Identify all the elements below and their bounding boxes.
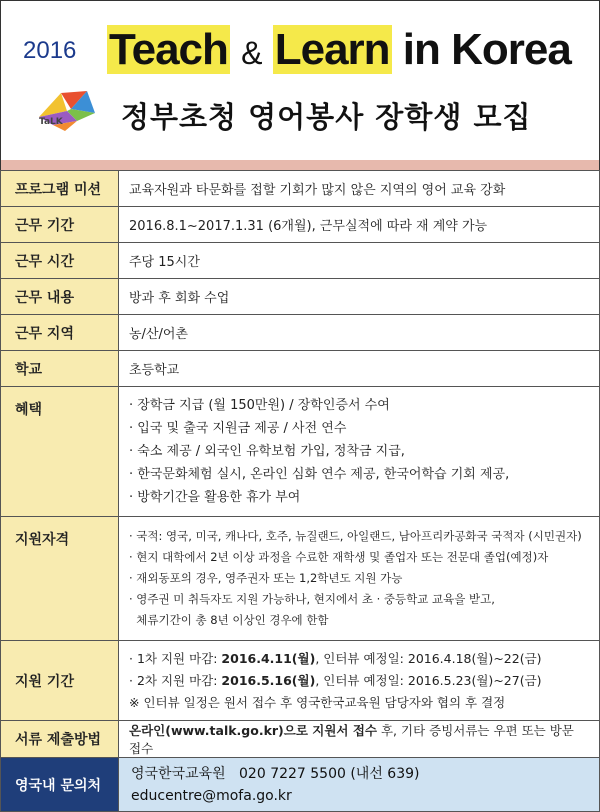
row-qualification [1, 517, 600, 641]
list-item: · 장학금 지급 (월 150만원) / 장학인증서 수여 [129, 398, 390, 413]
apply-first-pre: · 1차 지원 마감: [129, 650, 222, 666]
title-rest: in Korea [402, 25, 571, 74]
list-item [129, 670, 589, 692]
label-region: 근무 지역 [1, 315, 119, 351]
year: 2016 [23, 37, 77, 64]
info-table [0, 170, 600, 812]
contact-email[interactable]: educentre@mofa.go.kr [131, 787, 292, 804]
value-hours: 주당 15시간 [119, 243, 600, 279]
apply-first-post: , 인터뷰 예정일: 2016.4.18(월)~22(금) [315, 650, 542, 666]
list-item: · 국적: 영국, 미국, 캐나다, 호주, 뉴질랜드, 아일랜드, 남아프리카공화국 국적자 (시민권자) [129, 529, 582, 543]
list-item: · 방학기간을 활용한 휴가 부여 [129, 490, 301, 505]
row-hours [1, 243, 600, 279]
title-learn: Learn [274, 25, 390, 74]
header [0, 0, 600, 160]
value-benefits [119, 387, 600, 517]
value-apply [119, 641, 600, 721]
label-hours: 근무 시간 [1, 243, 119, 279]
title-amp: & [241, 35, 262, 71]
row-school [1, 351, 600, 387]
title-teach: Teach [109, 25, 228, 74]
benefits-list [129, 394, 589, 509]
talk-logo-icon [31, 87, 103, 145]
value-submission [119, 721, 600, 758]
contact-phone: 영국한국교육원 020 7227 5500 (내선 639) [131, 765, 420, 782]
qualification-list [129, 526, 589, 631]
apply-second-date: 2016.5.16(월) [221, 672, 316, 688]
list-item: · 숙소 제공 / 외국인 유학보험 가입, 정착금 지급, [129, 444, 405, 459]
row-region [1, 315, 600, 351]
logo-text: TaLK [39, 117, 63, 127]
list-item: 체류기간이 총 8년 이상인 경우에 한함 [129, 613, 329, 627]
row-content [1, 279, 600, 315]
main-title [107, 25, 571, 75]
apply-list [129, 648, 589, 714]
list-item: · 영주권 미 취득자도 지원 가능하나, 현지에서 초 · 중등학교 교육을 받고, [129, 592, 495, 606]
apply-first-date: 2016.4.11(월) [221, 650, 316, 666]
value-mission: 교육자원과 타문화를 접할 기회가 많지 않은 지역의 영어 교육 강화 [119, 171, 600, 207]
value-period: 2016.8.1~2017.1.31 (6개월), 근무실적에 따라 재 계약 가능 [119, 207, 600, 243]
row-mission [1, 171, 600, 207]
list-item: · 현지 대학에서 2년 이상 과정을 수료한 재학생 및 졸업자 또는 전문대 졸업(예정)자 [129, 550, 549, 564]
value-region: 농/산/어촌 [119, 315, 600, 351]
label-qualification: 지원자격 [1, 517, 119, 641]
label-mission: 프로그램 미션 [1, 171, 119, 207]
apply-second-pre: · 2차 지원 마감: [129, 672, 222, 688]
label-school: 학교 [1, 351, 119, 387]
value-content: 방과 후 회화 수업 [119, 279, 600, 315]
label-benefits: 혜택 [1, 387, 119, 517]
value-contact [119, 758, 600, 812]
label-period: 근무 기간 [1, 207, 119, 243]
submission-rest: 후, 기타 증빙서류는 우편 또는 방문 접수 [129, 723, 574, 756]
subtitle: 정부초청 영어봉사 장학생 모집 [121, 100, 532, 134]
submission-online: 온라인(www.talk.go.kr)으로 지원서 접수 [129, 723, 377, 738]
row-apply [1, 641, 600, 721]
list-item: · 한국문화체험 실시, 온라인 심화 연수 제공, 한국어학습 기회 제공, [129, 467, 510, 482]
value-qualification [119, 517, 600, 641]
row-benefits [1, 387, 600, 517]
row-period [1, 207, 600, 243]
label-content: 근무 내용 [1, 279, 119, 315]
apply-note: ※ 인터뷰 일정은 원서 접수 후 영국한국교육원 담당자와 협의 후 결정 [129, 694, 506, 710]
list-item: · 입국 및 출국 지원금 제공 / 사전 연수 [129, 421, 347, 436]
apply-second-post: , 인터뷰 예정일: 2016.5.23(월)~27(금) [315, 672, 542, 688]
list-item [129, 648, 589, 670]
label-apply: 지원 기간 [1, 641, 119, 721]
row-contact [1, 758, 600, 812]
list-item: · 재외동포의 경우, 영주권자 또는 1,2학년도 지원 가능 [129, 571, 403, 585]
label-submission: 서류 제출방법 [1, 721, 119, 758]
value-school: 초등학교 [119, 351, 600, 387]
label-contact: 영국내 문의처 [1, 758, 119, 812]
row-submission [1, 721, 600, 758]
header-band [0, 160, 600, 170]
